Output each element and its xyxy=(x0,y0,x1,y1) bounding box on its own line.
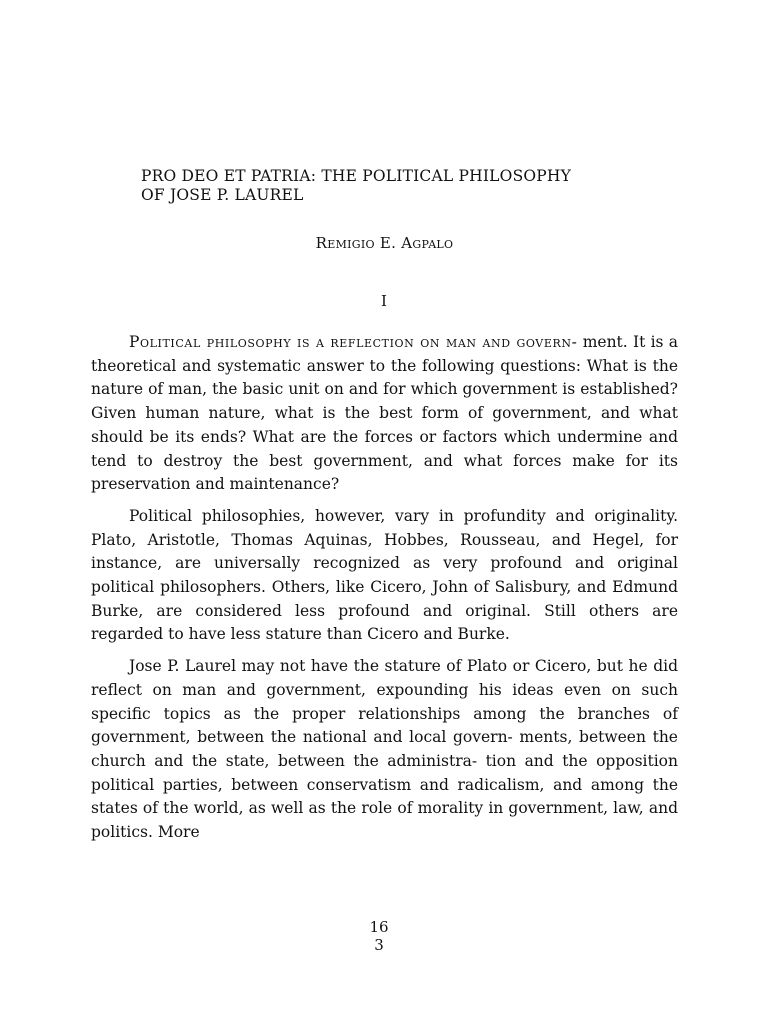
section-number: I xyxy=(381,292,387,310)
title-line-1: PRO DEO ET PATRIA: THE POLITICAL PHILOSOPHY xyxy=(141,167,572,185)
paragraph-3: Jose P. Laurel may not have the stature of Plato or Cicero, but he did reflect on man and government, expounding his ideas even on such specific topics as the proper relationships among the branches of government, between the national and local govern- ments, between the church and the state, between the administra- tion and the opposition political parties, between conservatism and radicalism, and among the states of the world, as well as the role of morality in government, law, and politics. More xyxy=(91,657,678,842)
paragraph-1 xyxy=(91,331,678,497)
page-number-line-2: 3 xyxy=(374,936,384,954)
page-number xyxy=(0,918,758,954)
paragraph-2: Political philosophies, however, vary in profundity and originality. Plato, Aristotle, Thomas Aquinas, Hobbes, Rousseau, and Hegel, for instance, are universally recognized as very profound and original political philosophers. Others, like Cicero, John of Salisbury, and Edmund Burke, are considered less profound and original. Still others are regarded to have less stature than Cicero and Burke. xyxy=(91,506,678,644)
page-number-line-1: 16 xyxy=(369,918,389,936)
author-name: Remigio E. Agpalo xyxy=(315,234,454,252)
paragraph-1-lead: Political philosophy is a reflection on man and govern- xyxy=(129,333,578,351)
paragraph-1-rest: ment. It is a theoretical and systematic answer to the following questions: What is the nature of man, the basic unit on and for which government is established? Given human nature, what is the best form of government, and what should be its ends? What are the forces or factors which undermine and tend to destroy the best government, and what forces make for its preservation and maintenance? xyxy=(91,333,678,494)
article-body xyxy=(91,331,678,853)
title-line-2: OF JOSE P. LAUREL xyxy=(141,186,304,204)
article-title xyxy=(141,167,661,205)
